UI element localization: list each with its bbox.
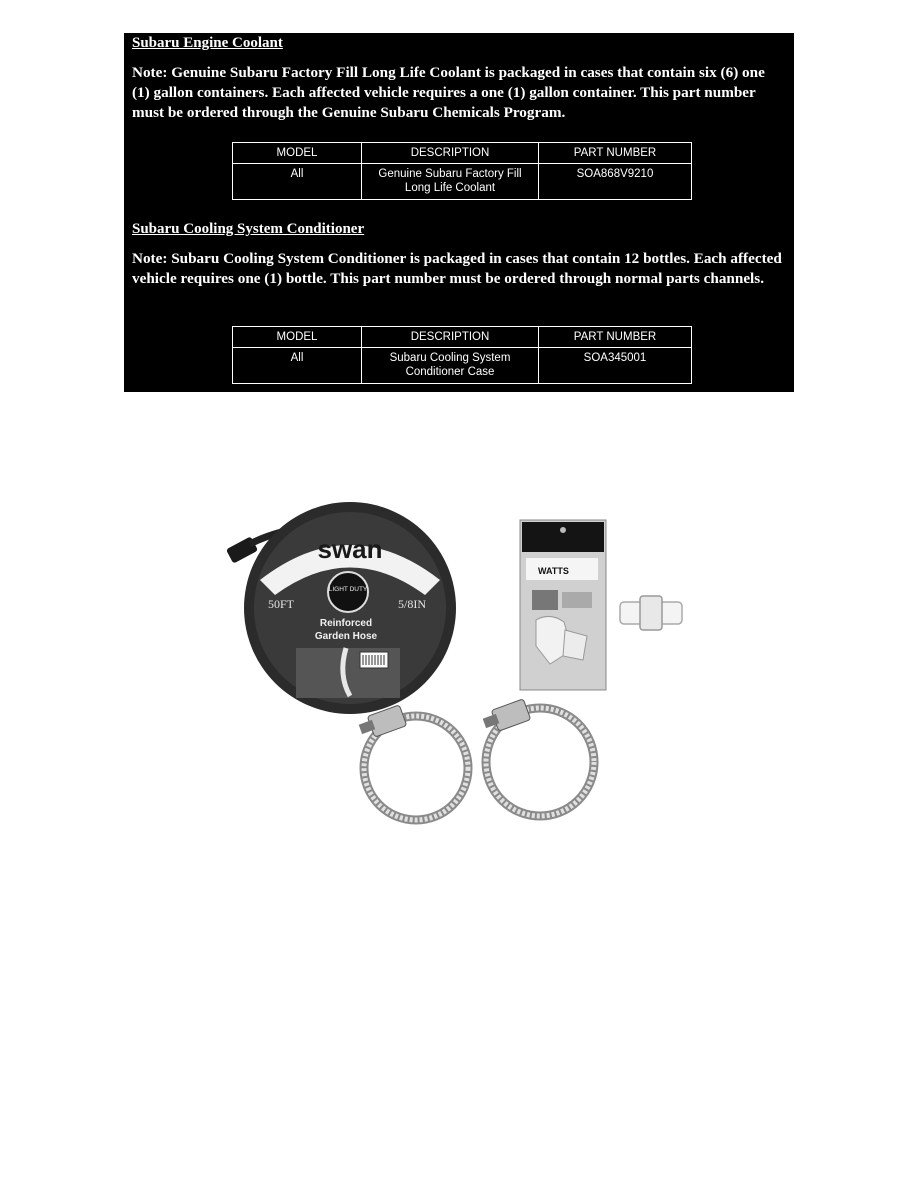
hose-name-line1: Reinforced bbox=[319, 618, 373, 629]
table-header-row bbox=[233, 143, 692, 164]
table-row bbox=[233, 348, 692, 384]
table-row bbox=[233, 164, 692, 200]
garden-hose-image bbox=[226, 502, 456, 714]
cell-model: All bbox=[233, 348, 362, 384]
cell-model: All bbox=[233, 164, 362, 200]
hose-clamps-image bbox=[359, 699, 594, 820]
header-part-number: PART NUMBER bbox=[539, 143, 692, 164]
table-header-row bbox=[233, 327, 692, 348]
coolant-note: Note: Genuine Subaru Factory Fill Long Life Coolant is packaged in cases that contain six (6) one (1) gallon containers. Each affected vehicle requires a one (1) gallon container. This part number must be ordered through the Genuine Subaru Chemicals Program. bbox=[132, 64, 765, 121]
cell-part-number: SOA868V9210 bbox=[539, 164, 692, 200]
bag-brand-label: WATTS bbox=[538, 566, 569, 576]
fitting-bag-image bbox=[520, 520, 606, 690]
cell-description bbox=[362, 164, 539, 200]
description-line: Genuine Subaru Factory Fill bbox=[378, 168, 522, 180]
description-line: Long Life Coolant bbox=[404, 182, 496, 194]
header-model: MODEL bbox=[233, 143, 362, 164]
hose-coupler-image bbox=[620, 596, 682, 630]
hose-name-line2: Garden Hose bbox=[314, 631, 378, 642]
header-model: MODEL bbox=[233, 327, 362, 348]
coolant-parts-table bbox=[232, 142, 692, 200]
hose-badge-label: LIGHT DUTY bbox=[328, 586, 368, 593]
hose-length-label: 50FT bbox=[268, 597, 295, 611]
conditioner-note: Note: Subaru Cooling System Conditioner is packaged in cases that contain 12 bottles. Each affected vehicle requires one (1) bottle. This part number must be ordered through normal parts channels. bbox=[132, 250, 782, 287]
header-description: DESCRIPTION bbox=[362, 143, 539, 164]
conditioner-section-title: Subaru Cooling System Conditioner bbox=[132, 221, 365, 237]
cell-description bbox=[362, 348, 539, 384]
parts-notice-panel bbox=[124, 33, 794, 392]
header-description: DESCRIPTION bbox=[362, 327, 539, 348]
coolant-section-title: Subaru Engine Coolant bbox=[132, 35, 283, 51]
parts-photo bbox=[220, 500, 700, 840]
header-part-number: PART NUMBER bbox=[539, 327, 692, 348]
hose-diameter-label: 5/8IN bbox=[398, 597, 426, 611]
conditioner-parts-table bbox=[232, 326, 692, 384]
description-line: Conditioner Case bbox=[405, 366, 495, 378]
description-line: Subaru Cooling System bbox=[389, 352, 511, 364]
hose-brand-label: swan bbox=[317, 534, 383, 564]
cell-part-number: SOA345001 bbox=[539, 348, 692, 384]
